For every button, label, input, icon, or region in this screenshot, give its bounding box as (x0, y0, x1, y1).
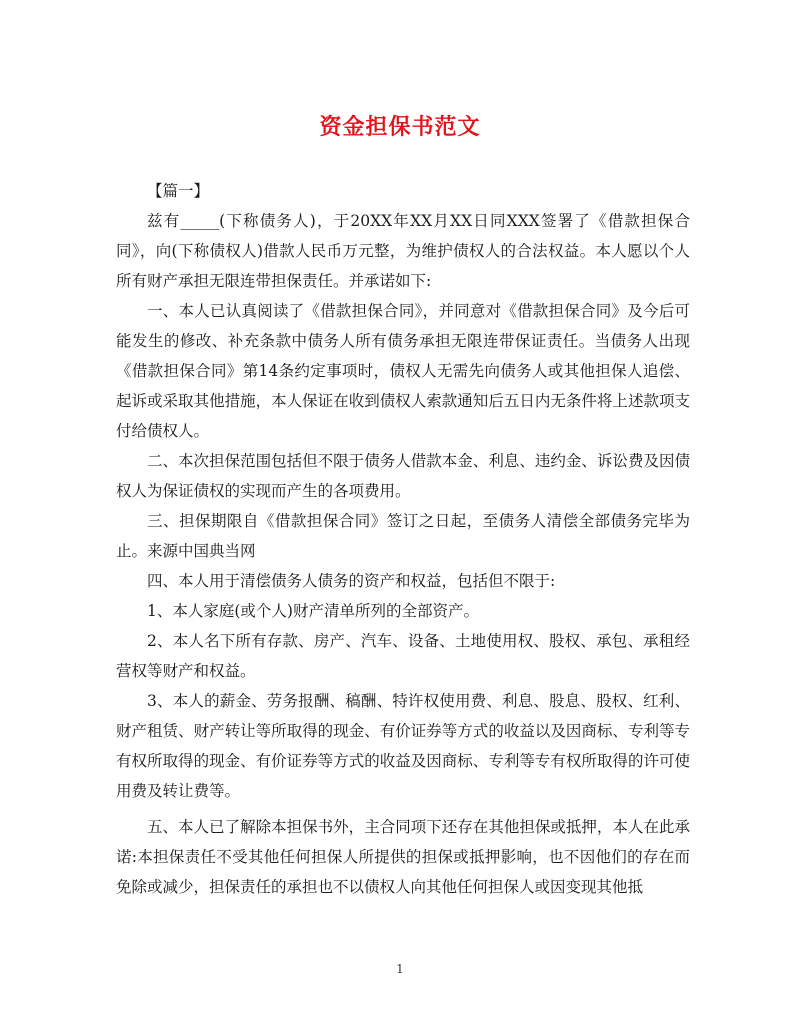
paragraph-clause-3: 三、担保期限自《借款担保合同》签订之日起，至债务人清偿全部债务完毕为止。来源中国典当网 (116, 512, 690, 560)
paragraph-item-3: 3、本人的薪金、劳务报酬、稿酬、特许权使用费、利息、股息、股权、红利、财产租赁、财产转让等所取得的现金、有价证券等方式的收益以及因商标、专利等专有权所取得的现金、有价证券等方式的收益及因商标、专利等专有权所取得的许可使用费及转让费等。 (116, 692, 690, 800)
document-title: 资金担保书范文 (319, 114, 481, 140)
section-label: 【篇一】 (147, 182, 210, 200)
paragraph-item-1: 1、本人家庭(或个人)财产清单所列的全部资产。 (147, 602, 479, 620)
paragraph-intro: 兹有_____(下称债务人)，于20XX年XX月XX日同XXX签署了《借款担保合同》，向(下称债权人)借款人民币万元整，为维护债权人的合法权益。本人愿以个人所有财产承担无限连带担保责任。并承诺如下: (116, 212, 690, 290)
paragraph-clause-5: 五、本人已了解除本担保书外，主合同项下还存在其他担保或抵押，本人在此承诺:本担保责任不受其他任何担保人所提供的担保或抵押影响，也不因他们的存在而免除或减少，担保责任的承担也不以债权人向其他任何担保人或因变现其他抵 (116, 818, 690, 896)
paragraph-clause-2: 二、本次担保范围包括但不限于债务人借款本金、利息、违约金、诉讼费及因债权人为保证债权的实现而产生的各项费用。 (116, 452, 690, 500)
page-number: 1 (396, 962, 404, 976)
paragraph-item-2: 2、本人名下所有存款、房产、汽车、设备、土地使用权、股权、承包、承租经营权等财产和权益。 (116, 632, 690, 680)
paragraph-clause-4: 四、本人用于清偿债务人债务的资产和权益，包括但不限于: (147, 572, 556, 590)
document-body (116, 176, 690, 902)
paragraph-clause-1: 一、本人已认真阅读了《借款担保合同》，并同意对《借款担保合同》及今后可能发生的修改、补充条款中债务人所有债务承担无限连带保证责任。当债务人出现《借款担保合同》第14条约定事项时，债权人无需先向债务人或其他担保人追偿、起诉或采取其他措施，本人保证在收到债权人索款通知后五日内无条件将上述款项支付给债权人。 (116, 302, 690, 440)
